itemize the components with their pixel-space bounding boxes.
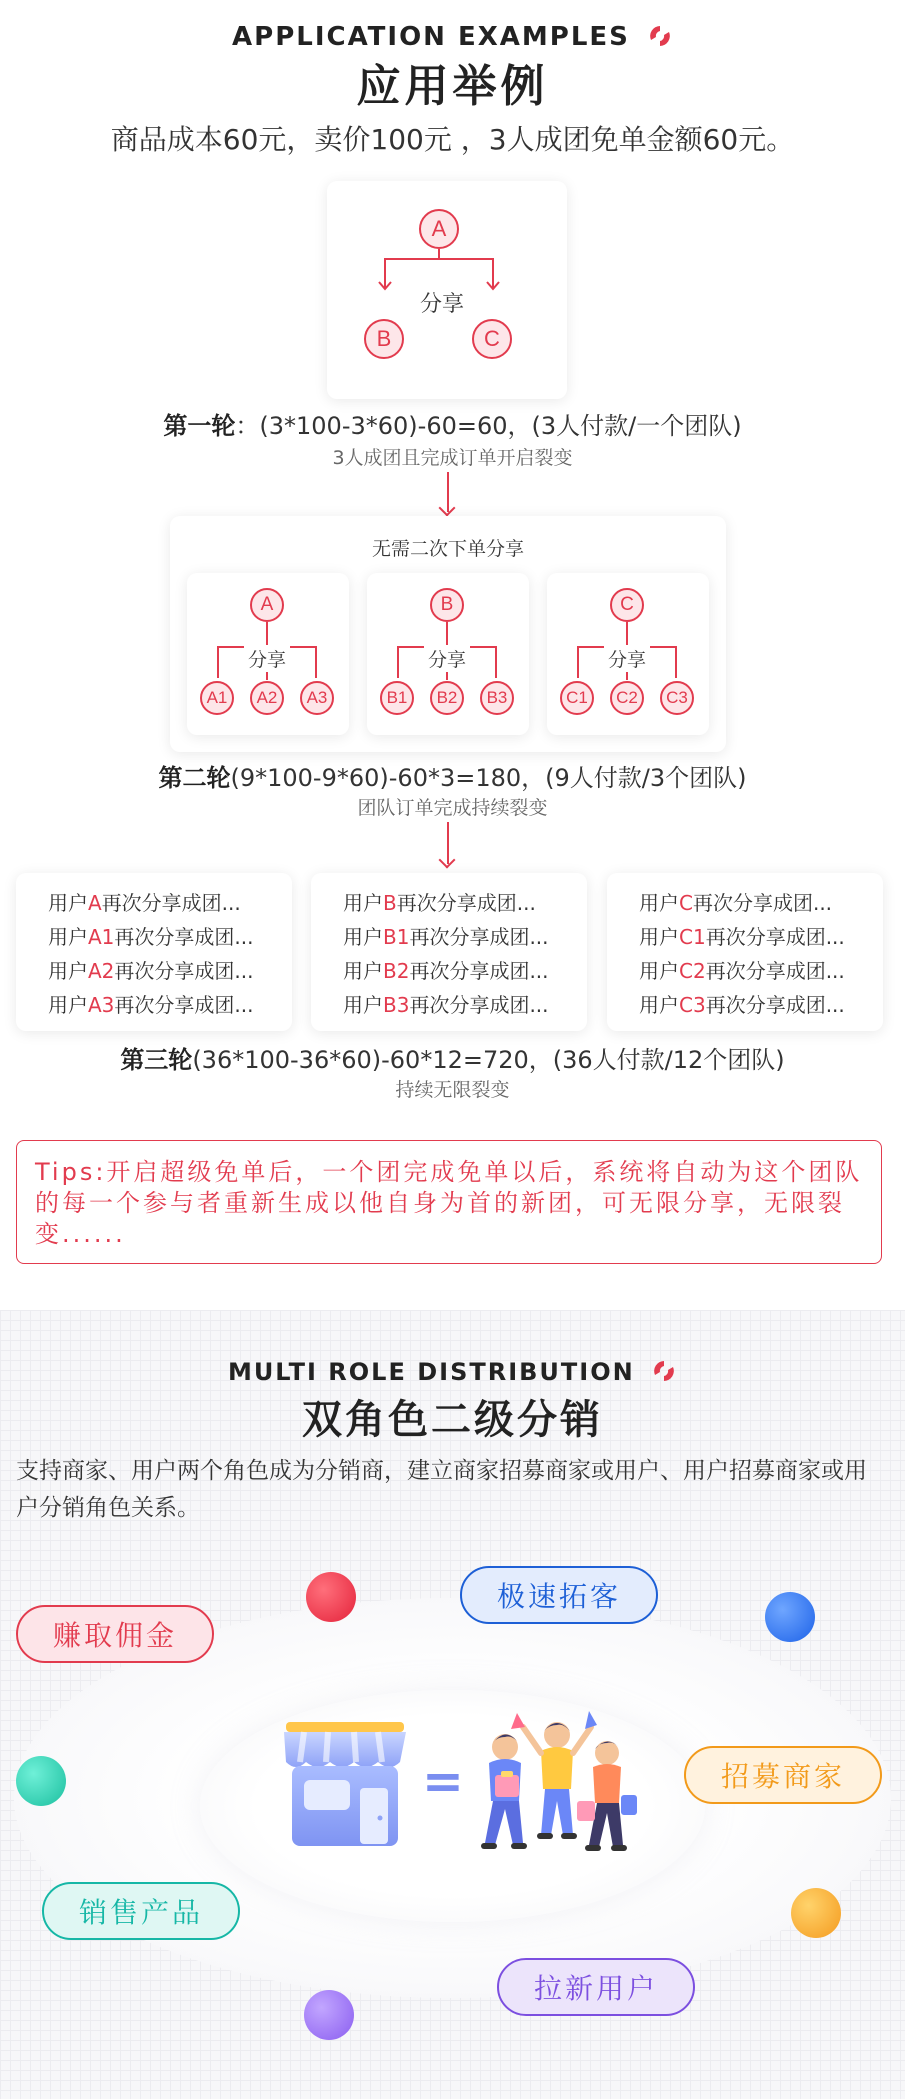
subtree-child: B1 bbox=[380, 681, 414, 715]
people-icon bbox=[465, 1705, 645, 1870]
section2-description: 支持商家、用户两个角色成为分销商，建立商家招募商家或用户、用户招募商家或用户分销角色关系。 bbox=[16, 1458, 867, 1521]
subtree-child: B3 bbox=[480, 681, 514, 715]
user-card-b bbox=[311, 873, 587, 1031]
equals-sign: = bbox=[422, 1752, 464, 1810]
subtree-root: A bbox=[250, 588, 284, 622]
tree-node-right: C bbox=[472, 319, 512, 359]
share-label: 分享 bbox=[604, 645, 650, 672]
flow-arrow bbox=[447, 822, 449, 864]
subtree-card-a bbox=[187, 573, 349, 735]
subtree-root: C bbox=[610, 588, 644, 622]
arrow-down-icon bbox=[486, 281, 500, 291]
user-line: 用户A再次分享成团... bbox=[48, 891, 241, 915]
subtree-child: B2 bbox=[430, 681, 464, 715]
section2-title-en: MULTI ROLE DISTRIBUTION bbox=[0, 1358, 905, 1386]
decorative-blue-ball bbox=[765, 1592, 815, 1642]
flow-arrow bbox=[447, 472, 449, 512]
user-line: 用户B1再次分享成团... bbox=[343, 925, 549, 949]
brand-logo-icon bbox=[651, 1358, 677, 1384]
user-line: 用户C2再次分享成团... bbox=[639, 959, 845, 983]
user-line: 用户B2再次分享成团... bbox=[343, 959, 549, 983]
share-label: 分享 bbox=[244, 645, 290, 672]
pill-new-users: 拉新用户 bbox=[497, 1958, 695, 2016]
round3-title: 第三轮(36*100-36*60)-60*12=720，(36人付款/12个团队) bbox=[120, 1046, 785, 1074]
round1-title: 第一轮：(3*100-3*60)-60=60，(3人付款/一个团队) bbox=[163, 412, 742, 440]
subtree-root: B bbox=[430, 588, 464, 622]
subtree-child: A1 bbox=[200, 681, 234, 715]
user-line: 用户C3再次分享成团... bbox=[639, 993, 845, 1017]
round2-subtitle: 团队订单完成持续裂变 bbox=[357, 797, 548, 819]
round2-card-title: 无需二次下单分享 bbox=[371, 538, 524, 560]
brand-logo-icon bbox=[647, 23, 673, 49]
round2-title: 第二轮(9*100-9*60)-60*3=180，(9人付款/3个团队) bbox=[158, 764, 747, 792]
pill-sell-products: 销售产品 bbox=[42, 1882, 240, 1940]
round1-subtitle: 3人成团且完成订单开启裂变 bbox=[332, 447, 573, 469]
section2-title-zh: 双角色二级分销 bbox=[302, 1397, 603, 1443]
user-line: 用户C再次分享成团... bbox=[639, 891, 833, 915]
tree-node-root: A bbox=[419, 209, 459, 249]
round3-subtitle: 持续无限裂变 bbox=[395, 1079, 510, 1101]
subtree-child: A2 bbox=[250, 681, 284, 715]
user-line: 用户A3再次分享成团... bbox=[48, 993, 254, 1017]
user-line: 用户A2再次分享成团... bbox=[48, 959, 254, 983]
share-label: 分享 bbox=[424, 645, 470, 672]
subtree-child: C2 bbox=[610, 681, 644, 715]
section1-title-zh: 应用举例 bbox=[356, 61, 549, 112]
share-label: 分享 bbox=[416, 287, 468, 318]
pill-earn-commission: 赚取佣金 bbox=[16, 1605, 214, 1663]
store-icon bbox=[278, 1718, 412, 1850]
user-line: 用户A1再次分享成团... bbox=[48, 925, 254, 949]
section1-title-en: APPLICATION EXAMPLES bbox=[0, 22, 905, 52]
subtree-child: C3 bbox=[660, 681, 694, 715]
decorative-orange-ball bbox=[791, 1888, 841, 1938]
subtree-card-c bbox=[547, 573, 709, 735]
decorative-teal-ball bbox=[16, 1756, 66, 1806]
tips-box: Tips:开启超级免单后，一个团完成免单以后，系统将自动为这个团队的每一个参与者重新生成以他自身为首的新团，可无限分享，无限裂变...... bbox=[16, 1140, 882, 1264]
subtree-child: A3 bbox=[300, 681, 334, 715]
user-card-a bbox=[16, 873, 292, 1031]
user-line: 用户B3再次分享成团... bbox=[343, 993, 549, 1017]
user-line: 用户C1再次分享成团... bbox=[639, 925, 845, 949]
subtree-child: C1 bbox=[560, 681, 594, 715]
pill-fast-acquisition: 极速拓客 bbox=[460, 1566, 658, 1624]
decorative-red-ball bbox=[306, 1572, 356, 1622]
example-intro: 商品成本60元，卖价100元 ，3人成团免单金额60元。 bbox=[110, 123, 795, 156]
arrow-down-icon bbox=[378, 281, 392, 291]
decorative-purple-ball bbox=[304, 1990, 354, 2040]
user-line: 用户B再次分享成团... bbox=[343, 891, 536, 915]
subtree-card-b bbox=[367, 573, 529, 735]
tree-node-left: B bbox=[364, 319, 404, 359]
tree1-card bbox=[327, 181, 567, 399]
user-card-c bbox=[607, 873, 883, 1031]
pill-recruit-merchant: 招募商家 bbox=[684, 1746, 882, 1804]
